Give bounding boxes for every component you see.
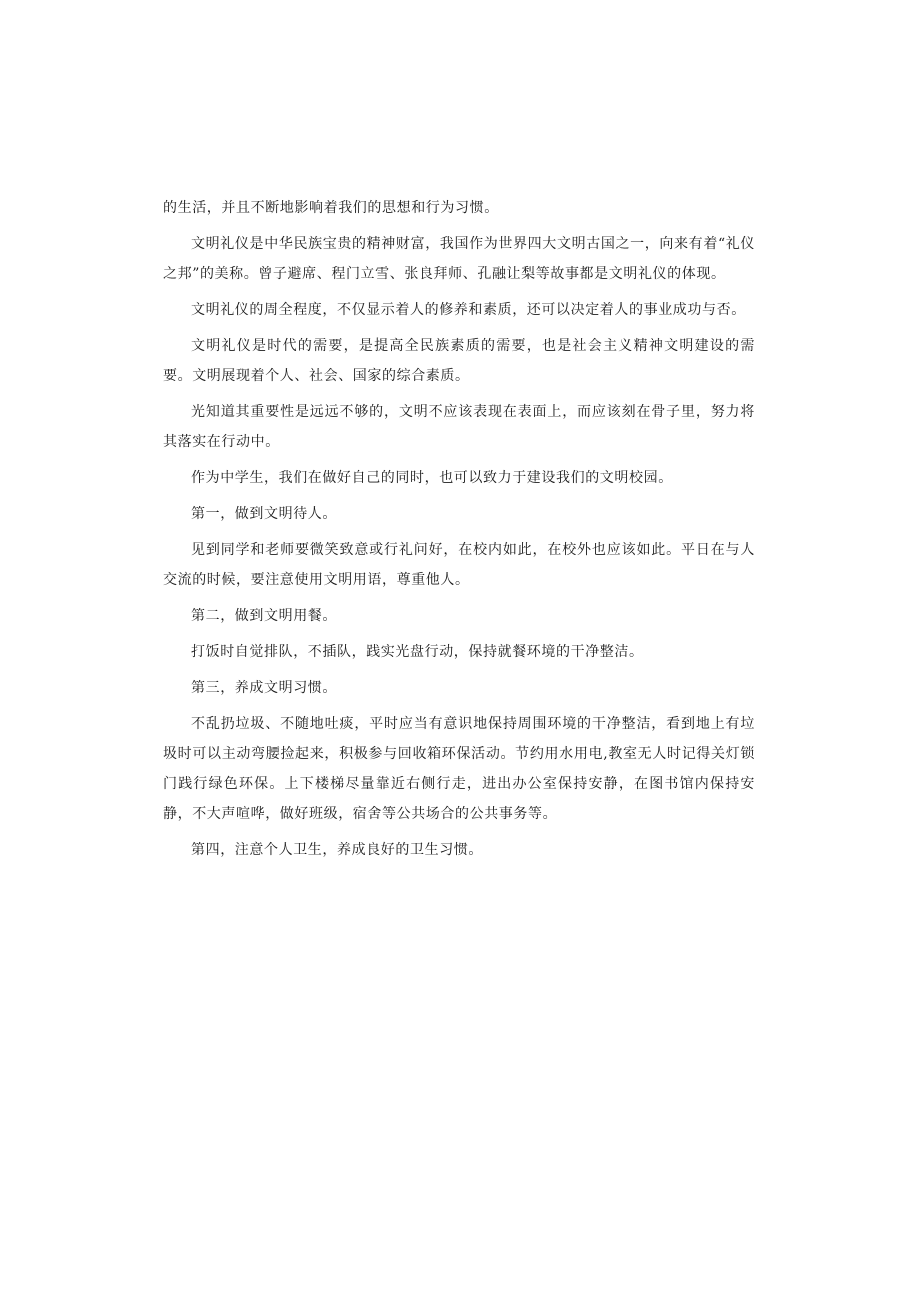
paragraph: 光知道其重要性是远远不够的，文明不应该表现在表面上，而应该刻在骨子里，努力将其落实在行动中。 — [163, 404, 755, 450]
section-heading-third: 第三，养成文明习惯。 — [191, 680, 337, 696]
section-heading-second: 第二，做到文明用餐。 — [191, 608, 337, 624]
paragraph: 文明礼仪的周全程度，不仅显示着人的修养和素质，还可以决定着人的事业成功与否。 — [191, 302, 746, 318]
section-heading-first: 第一，做到文明待人。 — [191, 506, 337, 522]
paragraph: 的生活，并且不断地影响着我们的思想和行为习惯。 — [163, 200, 499, 216]
paragraph: 作为中学生，我们在做好自己的同时，也可以致力于建设我们的文明校园。 — [191, 470, 673, 486]
section-heading-fourth: 第四，注意个人卫生，养成良好的卫生习惯。 — [191, 842, 483, 858]
paragraph: 文明礼仪是中华民族宝贵的精神财富，我国作为世界四大文明古国之一，向来有着“礼仪之邦”的美称。曾子避席、程门立雪、张良拜师、孔融让梨等故事都是文明礼仪的体现。 — [163, 236, 755, 282]
document-body — [163, 193, 755, 871]
paragraph: 文明礼仪是时代的需要，是提高全民族素质的需要，也是社会主义精神文明建设的需要。文明展现着个人、社会、国家的综合素质。 — [163, 338, 755, 384]
paragraph: 打饭时自觉排队，不插队，践实光盘行动，保持就餐环境的干净整洁。 — [191, 644, 644, 660]
paragraph: 见到同学和老师要微笑致意或行礼问好，在校内如此，在校外也应该如此。平日在与人交流的时候，要注意使用文明用语，尊重他人。 — [163, 542, 755, 588]
paragraph: 不乱扔垃圾、不随地吐痰，平时应当有意识地保持周围环境的干净整洁，看到地上有垃圾时可以主动弯腰捡起来，积极参与回收箱环保活动。节约用水用电,教室无人时记得关灯锁门践行绿色环保。上下楼梯尽量靠近右侧行走，进出办公室保持安静，在图书馆内保持安静，不大声喧哗，做好班级，宿舍等公共场合的公共事务等。 — [163, 716, 755, 822]
